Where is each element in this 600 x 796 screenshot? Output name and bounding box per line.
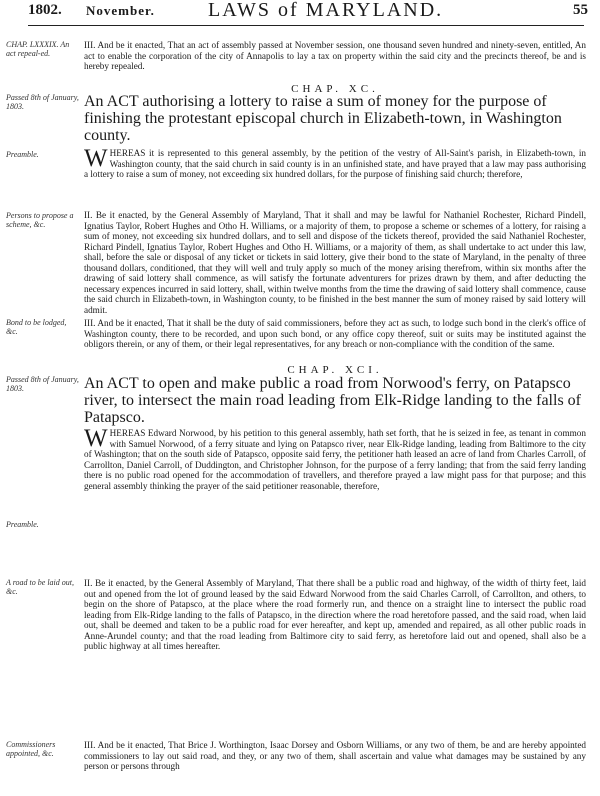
preamble-xci-text: HEREAS Edward Norwood, by his petition to this general assembly, hath set forth, that he is seized in fee, as tenant in common with Samuel Norwood, of a ferry situate and lying on Patapsco river, near Elk-Ridge landing, leading from Baltimore to the city of Washington; that on the south side of Patapsco, opposite said ferry, the petitioner hath leased an acre of land from Charles Carroll, of Carrollton, Daniel Carroll, of Duddington, and Christopher Johnson, for the purpose of a ferry landing; that from the said ferry landing there is no public road opened for the accommodation of travellers, and therefore prayed a law might pass for that purpose; and this general assembly thinking the prayer of the said petitioner reasonable, therefore, bbox=[84, 428, 586, 491]
margin-persons-propose: Persons to propose a scheme, &c. bbox=[6, 211, 74, 229]
header-rule bbox=[28, 25, 584, 26]
passed-date-xc: Passed 8th of January, 1803. bbox=[6, 93, 79, 111]
act-title-xc: An ACT authorising a lottery to raise a sum of money for the purpose of finishing the protestant episcopal church in Elizabeth-town, in Washington county. bbox=[84, 93, 562, 144]
margin-preamble-xci: Preamble. bbox=[6, 520, 39, 529]
drop-cap-xc: W bbox=[84, 145, 108, 172]
preamble-xc bbox=[84, 145, 586, 180]
preamble-xci bbox=[84, 425, 586, 491]
drop-cap-xci: W bbox=[84, 425, 108, 452]
section-xci-iii: III. And be it enacted, That Brice J. Worthington, Isaac Dorsey and Osborn Williams, or any two of them, be and are hereby appointed commissioners to lay out said road, and they, or any two of them, shall ascertain and value what damages may be sustained by any person or persons through bbox=[84, 740, 586, 771]
margin-road-laid-out: A road to be laid out, &c. bbox=[6, 578, 74, 596]
margin-preamble-xc: Preamble. bbox=[6, 150, 39, 159]
running-header bbox=[28, 2, 588, 24]
section-repeal-text: III. And be it enacted, That an act of assembly passed at November session, one thousand seven hundred and ninety-seven, entitled, An act to enable the corporation of the city of Annapolis to lay a tax on property within the said city and the precincts thereof, be and is hereby repealed. bbox=[84, 40, 586, 71]
act-title-xci: An ACT to open and make public a road from Norwood's ferry, on Patapsco river, to intersect the main road leading from Elk-Ridge landing to the falls of Patapsco. bbox=[84, 375, 581, 426]
chapter-heading-xc: CHAP. XC. bbox=[291, 83, 379, 95]
margin-note-repeal: CHAP. LXXXIX. An act repeal-ed. bbox=[6, 40, 70, 58]
section-xc-ii: II. Be it enacted, by the General Assembly of Maryland, That it shall and may be lawful for Nathaniel Rochester, Richard Pindell, Ignatius Taylor, Robert Hughes and Otho H. Williams, or a majority of them, to propose a scheme or schemes of a lottery, for raising a sum of money, not exceeding six hundred dollars, and to sell and dispose of the tickets thereof, provided the said Nathaniel Rochester, Richard Pindell, Ignatius Taylor, Robert Hughes and Otho H. Williams, or a majority of them, as shall undertake to act under this law, shall, before the sale or disposal of any ticket or tickets in said lottery, give their bond to the state of Maryland, in the penalty of three thousand dollars, conditioned, that they will well and truly apply so much of the money arising therefrom, within six months after the drawing of said lottery shall commence, as will satisfy the fortunate adventurers for prizes drawn by them, and after deducting the necessary expences incurred in said lottery, shall, within twelve months from the time the drawing of said lottery shall commence, cause the said church in Elizabeth-town, in Washington county, to be finished in the best manner the sum of money raised by said lottery will admit. bbox=[84, 210, 586, 315]
header-page-number: 55 bbox=[573, 2, 588, 18]
header-year: 1802. bbox=[28, 2, 62, 18]
section-xc-iii: III. And be it enacted, That it shall be the duty of said commissioners, before they act as such, to lodge such bond in the clerk's office of Washington county, there to be recorded, and upon such bond, or any office copy thereof, suit or suits may be instituted against the obligors therein, or any of them, or their legal representatives, for any breach or non-compliance with the condition of the same. bbox=[84, 318, 586, 349]
section-xci-ii: II. Be it enacted, by the General Assembly of Maryland, That there shall be a public road and highway, of the width of thirty feet, laid out and opened from the lot of ground leased by the said Edward Norwood from the said Charles Carroll, of Carrollton, and others, to begin on the shore of Patapsco, at the place where the road formerly run, and thence on a straight line to intersect the public road leading from Elk-Ridge landing to the falls of Patapsco, in the direction where the road heretofore passed, and the said road, when laid out, shall be deemed and taken to be a public road for ever hereafter, and kept up, amended and repaired, as all other public roads in Anne-Arundel county; and that the road leading from Baltimore city to said ferry, as heretofore laid out and opened, shall also be a public highway at all times hereafter. bbox=[84, 578, 586, 651]
header-title: LAWS of MARYLAND. bbox=[208, 0, 444, 21]
chapter-heading-xci: CHAP. XCI. bbox=[287, 364, 383, 376]
preamble-xc-text: HEREAS it is represented to this general assembly, by the petition of the vestry of All-Saint's parish, in Elizabeth-town, in Washington county, that the said church in said county is in an unfinished state, and have prayed that a law may pass authorising a lottery to raise a sum of money, not exceeding six hundred dollars, for the purpose of finishing said church; therefore, bbox=[84, 148, 586, 179]
passed-date-xci: Passed 8th of January, 1803. bbox=[6, 375, 79, 393]
header-month: November. bbox=[86, 3, 155, 18]
margin-bond-lodged: Bond to be lodged, &c. bbox=[6, 318, 67, 336]
margin-commissioners: Commissioners appointed, &c. bbox=[6, 740, 56, 758]
